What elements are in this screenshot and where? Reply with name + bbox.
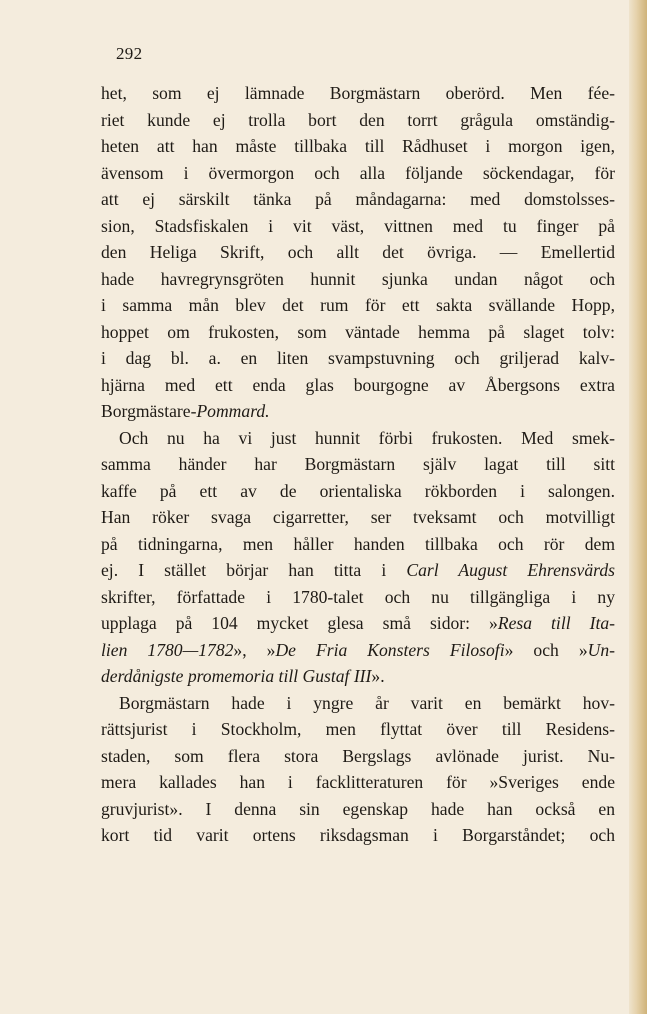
text-line: heten att han måste tillbaka till Rådhuset i morgon igen, bbox=[101, 136, 615, 156]
text-line: staden, som flera stora Bergslags avlönade jurist. Nu- bbox=[101, 745, 615, 766]
text-line: ävensom i övermorgon och alla följande söckendagar, för bbox=[101, 162, 615, 183]
text-line: hoppet om frukosten, som väntade hemma på slaget tolv: bbox=[101, 321, 615, 342]
paragraph-start-line: Borgmästarn hade i yngre år varit en bemärkt hov- bbox=[119, 692, 615, 713]
text-line: i dag bl. a. en liten svampstuvning och griljerad kalv- bbox=[101, 348, 615, 368]
italic-title: derdånigste promemoria till Gustaf III bbox=[101, 666, 372, 686]
text-line: het, som ej lämnade Borgmästarn oberörd. Men fée- bbox=[101, 83, 615, 103]
text-line bbox=[101, 610, 615, 637]
text-line: att ej särskilt tänka på måndagarna: med domstolsses- bbox=[101, 189, 615, 209]
paragraph-start-line: Och nu ha vi just hunnit förbi frukosten. Med smek- bbox=[119, 427, 615, 448]
body-text bbox=[101, 80, 615, 849]
italic-title: Carl August Ehrensvärds bbox=[406, 560, 615, 580]
text-line bbox=[101, 398, 615, 425]
italic-title: Un- bbox=[587, 639, 615, 660]
italic-title: De Fria Konsters Filosofi bbox=[275, 639, 505, 660]
italic-title: Pommard. bbox=[196, 401, 270, 421]
text-line: hade havregrynsgröten hunnit sjunka undan något och bbox=[101, 268, 615, 289]
text-run: » och » bbox=[504, 639, 588, 660]
text-line bbox=[101, 557, 615, 584]
text-line: sion, Stadsfiskalen i vit väst, vittnen med tu finger på bbox=[101, 215, 615, 236]
text-line: kort tid varit ortens riksdagsman i Borgarståndet; och bbox=[101, 825, 615, 845]
text-line bbox=[101, 663, 615, 690]
text-line bbox=[101, 637, 615, 664]
text-run: ». bbox=[371, 666, 385, 686]
text-line: hjärna med ett enda glas bourgogne av Åbergsons extra bbox=[101, 374, 615, 395]
page-edge bbox=[629, 0, 647, 1014]
text-run: ej. I stället börjar han titta i bbox=[101, 560, 407, 580]
text-run: Borgmästare- bbox=[101, 401, 197, 421]
text-line: mera kallades han i facklitteraturen för »Sveriges ende bbox=[101, 772, 615, 792]
text-line: samma händer har Borgmästarn själv lagat till sitt bbox=[101, 454, 615, 474]
text-line: Han röker svaga cigarretter, ser tveksamt och motvilligt bbox=[101, 507, 615, 527]
text-line: på tidningarna, men håller handen tillbaka och rör dem bbox=[101, 533, 615, 554]
italic-title: Resa till Ita- bbox=[497, 613, 615, 633]
text-run: upplaga på 104 mycket glesa små sidor: » bbox=[101, 613, 498, 633]
text-line: skrifter, författade i 1780-talet och nu tillgängliga i ny bbox=[101, 586, 615, 607]
text-line: gruvjurist». I denna sin egenskap hade han också en bbox=[101, 798, 615, 819]
text-line: kaffe på ett av de orientaliska rökborden i salongen. bbox=[101, 480, 615, 501]
text-line: i samma mån blev det rum för ett sakta svällande Hopp, bbox=[101, 295, 615, 315]
text-run: », » bbox=[233, 639, 276, 660]
italic-title: lien 1780—1782 bbox=[101, 639, 234, 660]
page-number: 292 bbox=[116, 44, 143, 63]
text-line: den Heliga Skrift, och allt det övriga. — Emellertid bbox=[101, 242, 615, 262]
text-line: rättsjurist i Stockholm, men flyttat över till Residens- bbox=[101, 719, 615, 739]
text-line: riet kunde ej trolla bort den torrt grågula omständig- bbox=[101, 109, 615, 130]
